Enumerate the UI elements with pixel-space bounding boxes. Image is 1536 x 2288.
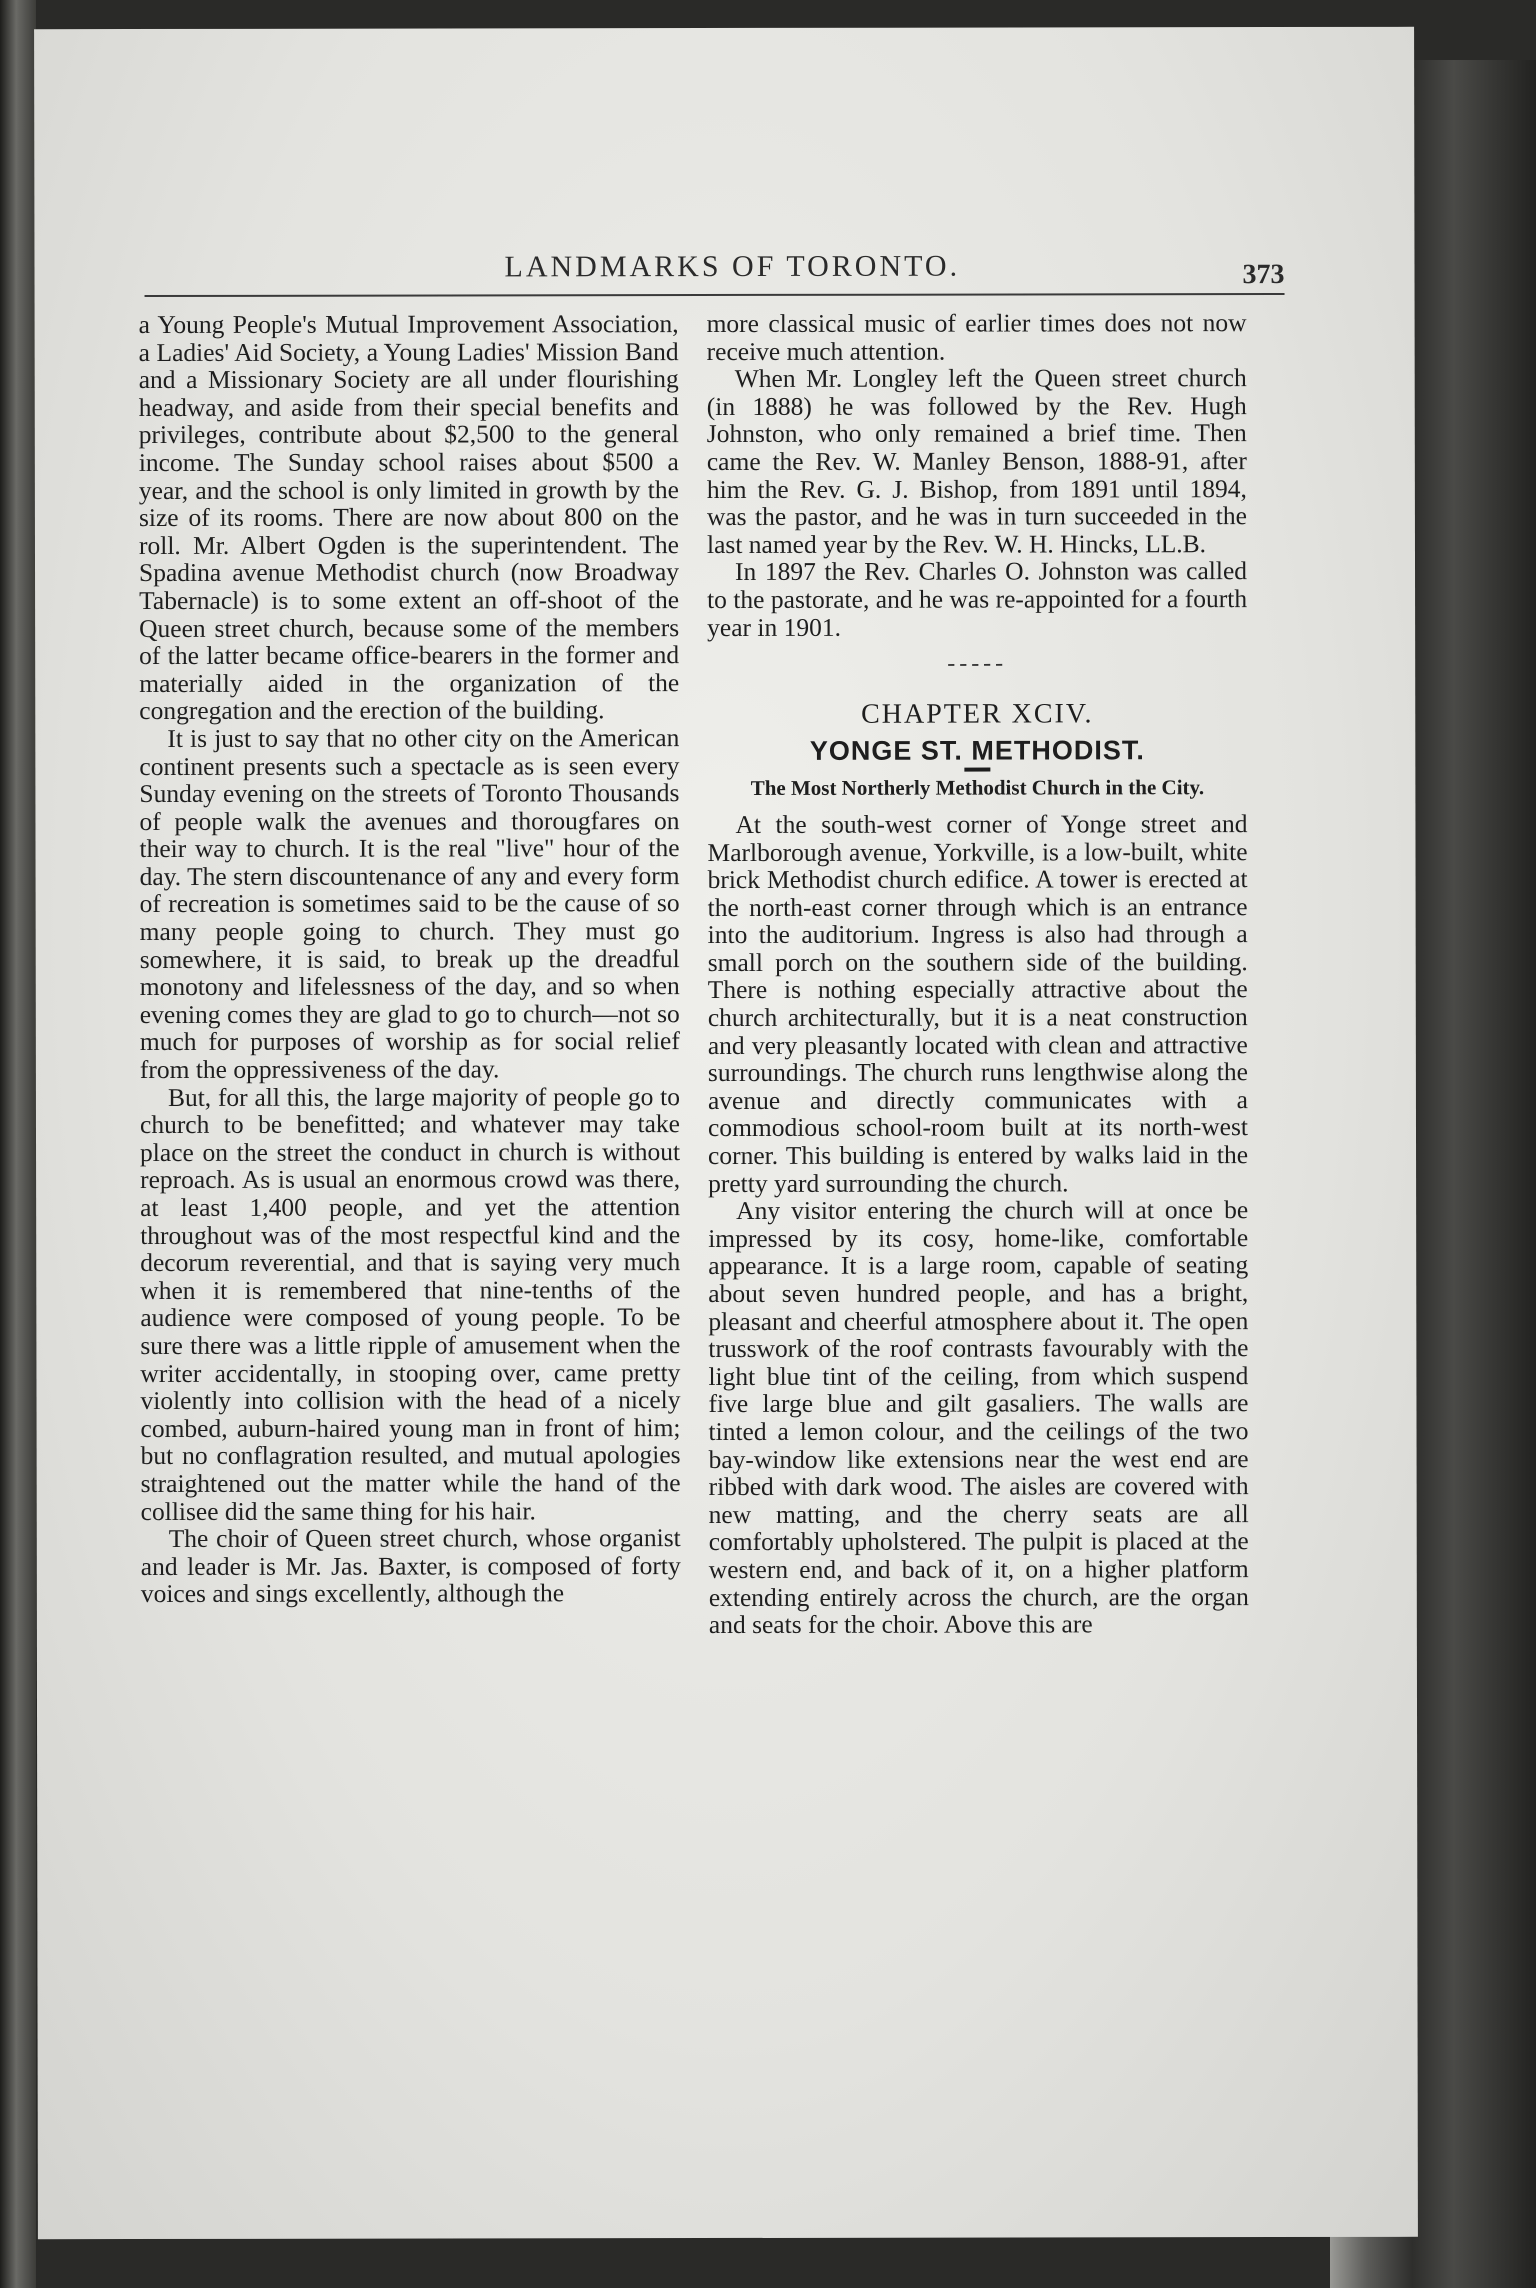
right-paragraph-3: In 1897 the Rev. Charles O. Johnston was called to the pastorate, and he was re-appointed for a fourth year in 1901.	[707, 556, 1248, 642]
adjacent-page-edge	[0, 0, 36, 2288]
running-title: LANDMARKS OF TORONTO.	[504, 249, 961, 284]
title-dash	[964, 767, 990, 771]
section-separator: -----	[947, 650, 1008, 677]
header-rule	[145, 293, 1285, 297]
right-paragraph-2: When Mr. Longley left the Queen street church (in 1888) he was followed by the Rev. Hugh Johnston, who only remained a brief time. Then came the Rev. W. Manley Benson, 1888-91, after him the Rev. G. J. Bishop, from 1891 until 1894, was the pastor, and he was in turn succeeded in the last named year by the Rev. W. H. Hincks, LL.B.	[706, 363, 1247, 559]
page-number: 373	[1242, 259, 1285, 291]
right-paragraph-4: At the south-west corner of Yonge street and Marlborough avenue, Yorkville, is a low-built, white brick Methodist church edifice. A tower is erected at the north-east corner through which is an entrance into the auditorium. Ingress is also had through a small porch on the southern side of the building. There is nothing especially attractive about the church architecturally, but it is a neat construction and very pleasantly located with clean and attractive surroundings. The church runs lengthwise along the avenue and directly communicates with a commodious school-room built at its north-west corner. This building is entered by walks laid in the pretty yard surrounding the church.	[707, 808, 1249, 1198]
chapter-title: YONGE ST. METHODIST.	[809, 735, 1145, 767]
left-paragraph-3: But, for all this, the large majority of people go to church to be benefitted; and whatever may take place on the street the conduct in church is without reproach. As is usual an enormous crowd was there, at least 1,400 people, and yet the attention throughout was of the most respectful kind and the decorum reverential, and that is saying very much when it is remembered that nine-tenths of the audience were composed of young people. To be sure there was a little ripple of amusement when the writer accidentally, in stooping over, came pretty violently into collision with the head of a nicely combed, auburn-haired young man in front of him; but no conflagration resulted, and mutual apologies straightened out the matter while the hand of the collisee did the same thing for his hair.	[139, 1081, 681, 1526]
right-paragraph-1: more classical music of earlier times does not now receive much attention.	[706, 308, 1247, 366]
book-page	[34, 27, 1418, 2239]
page-header	[144, 237, 1284, 299]
chapter-number: CHAPTER XCIV.	[861, 698, 1094, 730]
right-column	[707, 309, 1249, 1639]
left-paragraph-4: The choir of Queen street church, whose organist and leader is Mr. Jas. Baxter, is composed of forty voices and sings excellently, although the	[140, 1523, 681, 1609]
chapter-subtitle: The Most Northerly Methodist Church in the City.	[750, 775, 1205, 800]
right-paragraph-5: Any visitor entering the church will at once be impressed by its cosy, home-like, comfortable appearance. It is a large room, capable of seating about seven hundred people, and has a bright, pleasant and cheerful atmosphere about it. The open trusswork of the roof contrasts favourably with the light blue tint of the ceiling, from which suspend five large blue and gilt gasaliers. The walls are tinted a lemon colour, and the ceilings of the two bay-window like extensions near the west end are ribbed with dark wood. The aisles are covered with new matting, and the cherry seats are all comfortably upholstered. The pulpit is placed at the western end, and back of it, on a higher platform extending entirely across the church, are the organ and seats for the choir. Above this are	[708, 1195, 1249, 1640]
left-column	[139, 310, 681, 1608]
left-paragraph-1: a Young People's Mutual Improvement Association, a Ladies' Aid Society, a Young Ladies' Mission Band and a Missionary Society are all under flourishing headway, and aside from their special benefits and privileges, contribute about $2,500 to the general income. The Sunday school raises about $500 a year, and the school is only limited in growth by the size of its rooms. There are now about 800 on the roll. Mr. Albert Ogden is the superintendent. The Spadina avenue Methodist church (now Broadway Tabernacle) is to some extent an off-shoot of the Queen street church, because some of the members of the latter became office-bearers in the former and materially aided in the organization of the congregation and the erection of the building.	[138, 309, 680, 726]
left-paragraph-2: It is just to say that no other city on the American continent presents such a spectacle as is seen every Sunday evening on the streets of Toronto Thousands of people walk the avenues and thorougfares on their way to church. It is the real "live" hour of the day. The stern discountenance of any and every form of recreation is sometimes said to be the cause of so many people going to church. They must go somewhere, it is said, to break up the dreadful monotony and lifelessness of the day, and so when evening comes they are glad to go to church—not so much for purposes of worship as for social relief from the oppressiveness of the day.	[139, 722, 680, 1085]
